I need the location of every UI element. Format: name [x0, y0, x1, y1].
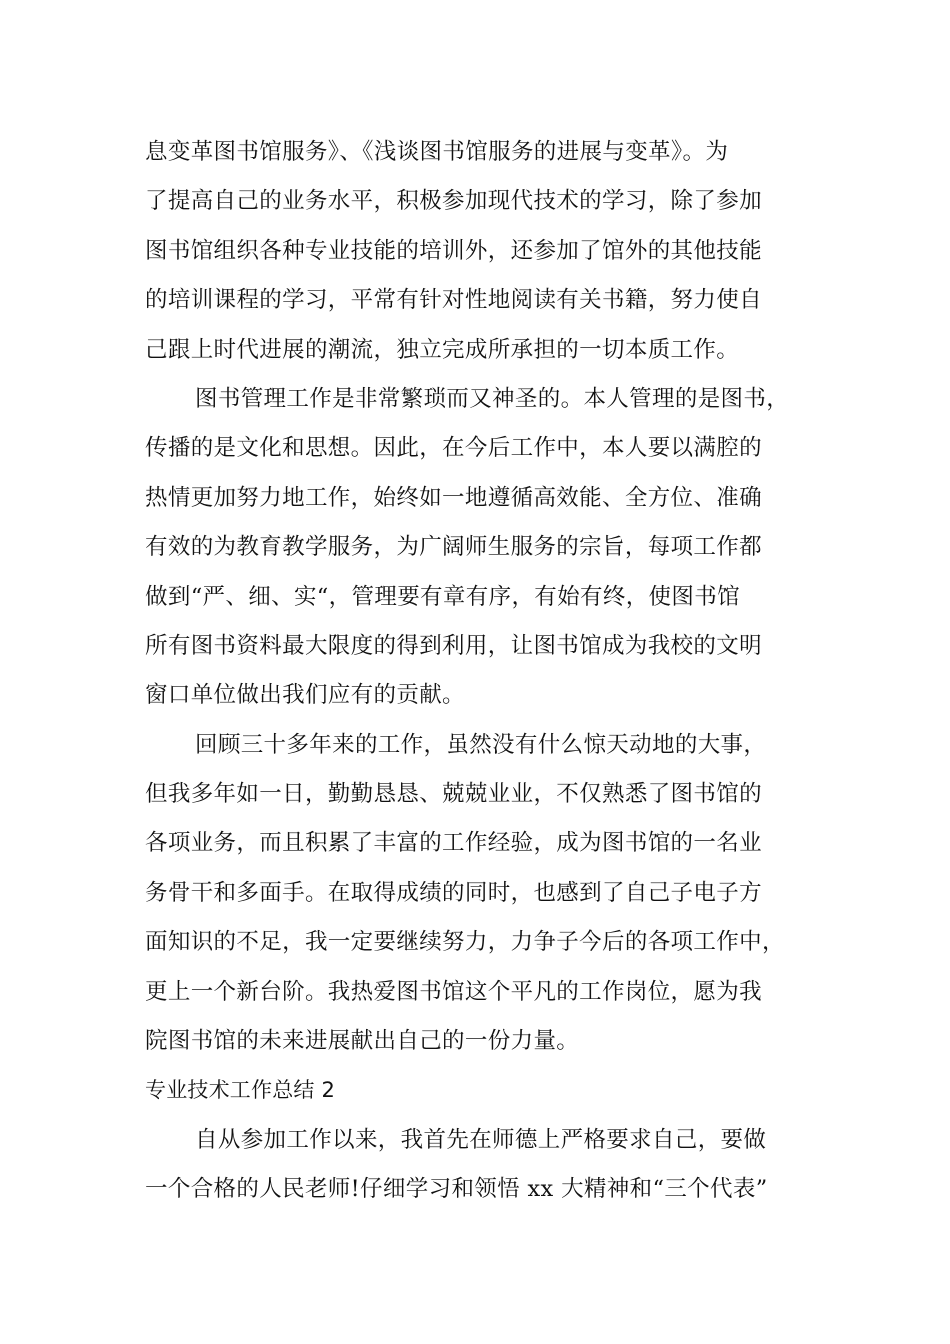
paragraph-first-line: 回顾三十多年来的工作，虽然没有什么惊天动地的大事， — [195, 731, 767, 758]
text-line: 图书馆组织各种专业技能的培训外，还参加了馆外的其他技能 — [145, 237, 762, 264]
paragraph-first-line: 图书管理工作是非常繁琐而又神圣的。本人管理的是图书， — [195, 385, 790, 412]
text-line: 一个合格的人民老师!仔细学习和领悟 xx 大精神和“三个代表” — [145, 1176, 768, 1203]
text-line: 传播的是文化和思想。因此，在今后工作中，本人要以满腔的 — [145, 435, 762, 462]
text-line: 热情更加努力地工作，始终如一地遵循高效能、全方位、准确 — [145, 484, 762, 511]
text-line: 息变革图书馆服务》、《浅谈图书馆服务的进展与变革》。为 — [145, 139, 729, 165]
text-line: 窗口单位做出我们应有的贡献。 — [145, 682, 465, 709]
text-line: 的培训课程的学习，平常有针对性地阅读有关书籍，努力使自 — [145, 287, 762, 314]
text-line: 各项业务，而且积累了丰富的工作经验，成为图书馆的一名业 — [145, 830, 762, 857]
text-line: 做到“严、细、实“，管理要有章有序，有始有终，使图书馆 — [145, 583, 740, 610]
text-line: 面知识的不足，我一定要继续努力，力争子今后的各项工作中， — [145, 929, 785, 956]
text-line: 但我多年如一日，勤勤恳恳、兢兢业业，不仅熟悉了图书馆的 — [145, 781, 762, 808]
paragraph-first-line: 自从参加工作以来，我首先在师德上严格要求自己，要做 — [195, 1126, 767, 1153]
text-line: 院图书馆的未来进展献出自己的一份力量。 — [145, 1028, 580, 1055]
section-heading: 专业技术工作总结 2 — [145, 1078, 336, 1103]
text-line: 务骨干和多面手。在取得成绩的同时，也感到了自己子电子方 — [145, 879, 762, 906]
text-line: 有效的为教育教学服务，为广阔师生服务的宗旨，每项工作都 — [145, 534, 762, 561]
text-line: 更上一个新台阶。我热爱图书馆这个平凡的工作岗位，愿为我 — [145, 978, 762, 1005]
text-line: 了提高自己的业务水平，积极参加现代技术的学习，除了参加 — [145, 188, 762, 215]
text-line: 己跟上时代进展的潮流，独立完成所承担的一切本质工作。 — [145, 336, 740, 363]
document-page — [145, 128, 810, 1215]
text-line: 所有图书资料最大限度的得到利用，让图书馆成为我校的文明 — [145, 632, 762, 659]
